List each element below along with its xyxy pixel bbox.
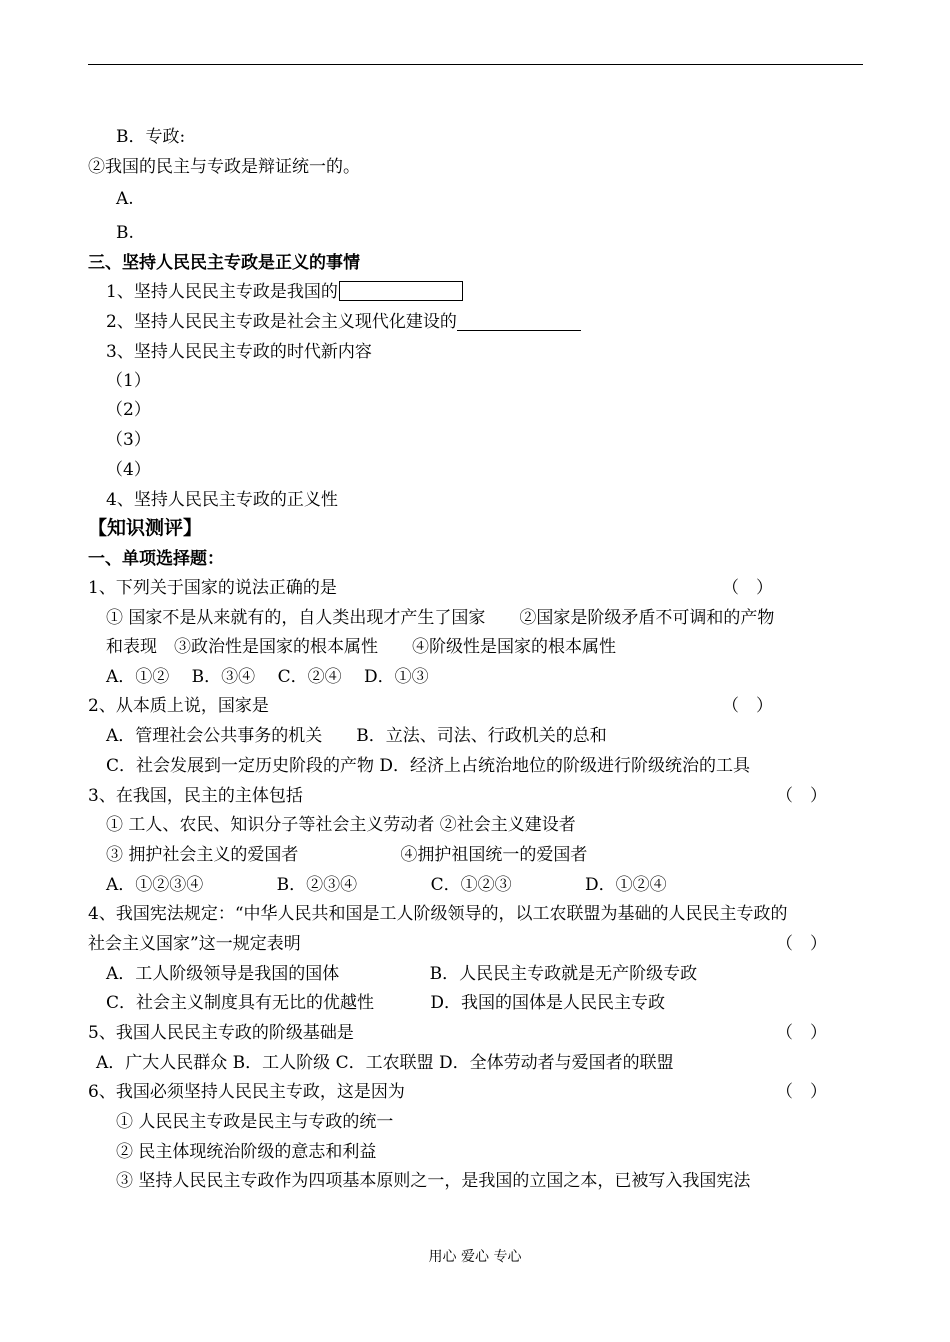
text-line: 3、坚持人民民主专政的时代新内容 xyxy=(106,342,372,362)
text-line: ① 工人、农民、知识分子等社会主义劳动者 ②社会主义建设者 xyxy=(106,815,576,835)
text-line: ③ 坚持人民民主专政作为四项基本原则之一，是我国的立国之本，已被写入我国宪法 xyxy=(116,1171,751,1191)
section-heading: 【知识测评】 xyxy=(88,517,203,539)
text-line: ②我国的民主与专政是辩证统一的。 xyxy=(88,157,360,177)
answer-paren[interactable]: （ ） xyxy=(722,578,773,598)
text-line: 4、坚持人民民主专政的正义性 xyxy=(106,490,338,510)
answer-options: C．社会发展到一定历史阶段的产物 D．经济上占统治地位的阶级进行阶级统治的工具 xyxy=(106,756,751,776)
answer-options: A．①②③④ B．②③④ C．①②③ D．①②④ xyxy=(106,875,667,895)
answer-paren[interactable]: （ ） xyxy=(776,934,827,954)
answer-options: A．工人阶级领导是我国的国体 B．人民民主专政就是无产阶级专政 xyxy=(106,964,698,984)
question-stem: 2、从本质上说，国家是 xyxy=(88,696,269,716)
list-item: （4） xyxy=(106,460,151,480)
text-line: B. xyxy=(116,223,134,243)
fill-blank-line xyxy=(106,281,463,303)
section-heading: 三、坚持人民民主专政是正义的事情 xyxy=(88,253,360,273)
section-heading: 一、单项选择题： xyxy=(88,549,224,569)
text: 1、坚持人民民主专政是我国的 xyxy=(106,282,338,302)
text: 2、坚持人民民主专政是社会主义现代化建设的 xyxy=(106,312,457,332)
answer-options: A．管理社会公共事务的机关 B．立法、司法、行政机关的总和 xyxy=(106,726,607,746)
list-item: （2） xyxy=(106,400,151,420)
fill-blank-line xyxy=(106,311,581,333)
list-item: （3） xyxy=(106,430,151,450)
answer-options: A．广大人民群众 B．工人阶级 C．工农联盟 D．全体劳动者与爱国者的联盟 xyxy=(96,1053,674,1073)
text-line: ③ 拥护社会主义的爱国者 ④拥护祖国统一的爱国者 xyxy=(106,845,588,865)
question-stem: 社会主义国家”这一规定表明 xyxy=(88,934,301,954)
question-stem: 3、在我国，民主的主体包括 xyxy=(88,786,303,806)
text-line: A. xyxy=(116,189,134,209)
list-item: （1） xyxy=(106,371,151,391)
question-stem: 1、下列关于国家的说法正确的是 xyxy=(88,578,337,598)
page-footer: 用心 爱心 专心 xyxy=(428,1249,522,1265)
answer-options: C．社会主义制度具有无比的优越性 D．我国的国体是人民民主专政 xyxy=(106,993,666,1013)
answer-blank[interactable] xyxy=(457,312,581,331)
answer-paren[interactable]: （ ） xyxy=(776,1082,827,1102)
header-rule xyxy=(88,64,863,65)
text-line: 和表现 ③政治性是国家的根本属性 ④阶级性是国家的根本属性 xyxy=(106,637,616,657)
answer-paren[interactable]: （ ） xyxy=(776,786,827,806)
question-stem: 4、我国宪法规定：“中华人民共和国是工人阶级领导的，以工农联盟为基础的人民民主专政的 xyxy=(88,904,788,924)
answer-paren[interactable]: （ ） xyxy=(776,1023,827,1043)
answer-paren[interactable]: （ ） xyxy=(722,696,773,716)
text-line: ① 国家不是从来就有的，自人类出现才产生了国家 ②国家是阶级矛盾不可调和的产物 xyxy=(106,608,775,628)
text-line: ① 人民民主专政是民主与专政的统一 xyxy=(116,1112,394,1132)
question-stem: 6、我国必须坚持人民民主专政，这是因为 xyxy=(88,1082,405,1102)
text-line: B．专政: xyxy=(116,127,186,147)
text-line: ② 民主体现统治阶级的意志和利益 xyxy=(116,1142,377,1162)
answer-box[interactable] xyxy=(339,281,463,301)
answer-options: A．①② B．③④ C．②④ D．①③ xyxy=(106,667,429,687)
question-stem: 5、我国人民民主专政的阶级基础是 xyxy=(88,1023,354,1043)
